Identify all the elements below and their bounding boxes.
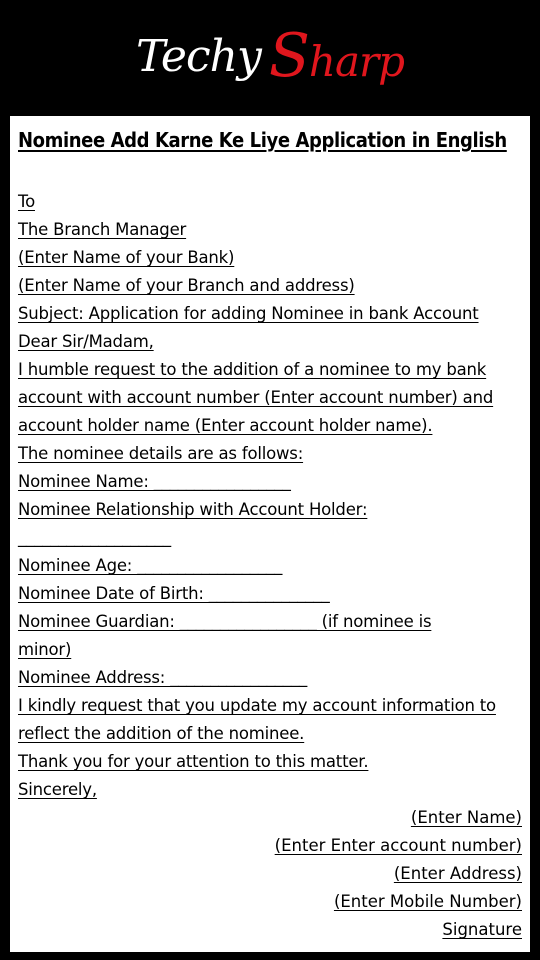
letter-request-line1: I kindly request that you update my account information to xyxy=(18,696,496,715)
signature-block xyxy=(275,804,522,944)
techysharp-logo xyxy=(0,0,540,112)
letter-bank-name: (Enter Name of your Bank) xyxy=(18,248,235,267)
letter-branch: (Enter Name of your Branch and address) xyxy=(18,276,355,295)
document-title: Nominee Add Karne Ke Liye Application in English xyxy=(18,128,507,152)
letter-recipient: The Branch Manager xyxy=(18,220,187,239)
letter-request-line2: reflect the addition of the nominee. xyxy=(18,724,305,743)
letter-closing: Sincerely, xyxy=(18,780,97,799)
letter-to: To xyxy=(18,192,35,211)
nominee-address-field: Nominee Address: _________________ xyxy=(18,668,308,687)
signature-label: Signature xyxy=(442,920,522,939)
letter-body xyxy=(18,188,498,804)
letter-para1-line2: account with account number (Enter account number) and xyxy=(18,388,494,407)
nominee-guardian-field-cont: minor) xyxy=(18,640,72,659)
logo-sharp-text: Sharp xyxy=(268,21,404,91)
logo-techy-text: Techy xyxy=(136,30,261,82)
nominee-age-field: Nominee Age: __________________ xyxy=(18,556,283,575)
letter-para1-line3: account holder name (Enter account holder name). xyxy=(18,416,433,435)
sign-mobile-number: (Enter Mobile Number) xyxy=(333,892,522,911)
letter-subject: Subject: Application for adding Nominee in bank Account xyxy=(18,304,479,323)
nominee-guardian-field: Nominee Guardian: _________________ (if nominee is xyxy=(18,612,432,631)
nominee-dob-field: Nominee Date of Birth: _______________ xyxy=(18,584,330,603)
sign-name: (Enter Name) xyxy=(410,808,522,827)
nominee-relationship-blank: ___________________ xyxy=(18,528,171,547)
letter-thanks: Thank you for your attention to this matter. xyxy=(18,752,369,771)
letter-salutation: Dear Sir/Madam, xyxy=(18,332,154,351)
sign-address: (Enter Address) xyxy=(393,864,522,883)
letter-para1-line1: I humble request to the addition of a nominee to my bank xyxy=(18,360,487,379)
nominee-relationship-field: Nominee Relationship with Account Holder: xyxy=(18,500,368,519)
letter-details-intro: The nominee details are as follows: xyxy=(18,444,304,463)
sign-account-number: (Enter Enter account number) xyxy=(274,836,522,855)
nominee-name-field: Nominee Name: _________________ xyxy=(18,472,291,491)
